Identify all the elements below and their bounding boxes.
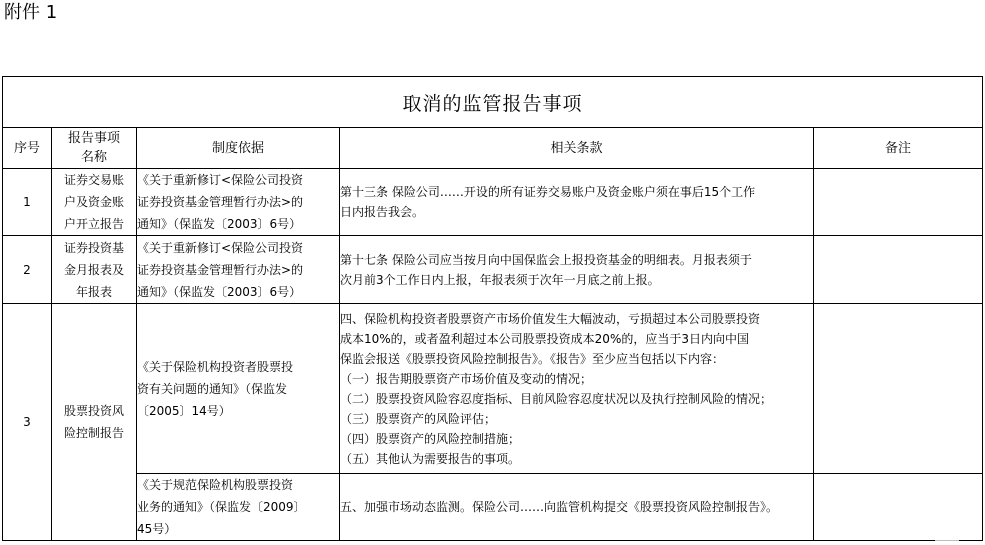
row-item-line: 证券投资基 [63, 240, 124, 255]
row-item-line: 股票投资风 [63, 404, 124, 418]
row-clause-line: （二）股票投资风险容忍度指标、目前风险容忍度状况以及执行控制风险的情况； [340, 391, 773, 406]
row-item-line: 户开立报告 [63, 217, 124, 231]
row-seq: 1 [3, 169, 52, 236]
row-basis-line: 《关于重新修订<保险公司投资 [137, 240, 304, 255]
row-remark [814, 236, 983, 304]
row-clause-line: 五、加强市场动态监测。保险公司……向监管机构提交《股票投资风险控制报告》。 [340, 500, 779, 514]
row-clause-line: 成本10%的，或者盈利超过本公司股票投资成本20%的，应当于3日内向中国 [340, 331, 749, 346]
row-item-line: 险控制报告 [63, 426, 124, 440]
row-basis-line: 通知》（保监发〔2003〕6号） [137, 217, 302, 231]
row-item [52, 304, 137, 541]
row-remark [814, 169, 983, 236]
row-basis-line: 《关于规范保险机构股票投资 [137, 478, 294, 492]
row-basis [137, 474, 340, 541]
row-basis-line: 证券投资基金管理暂行办法>的 [137, 262, 304, 277]
page-edge-divider [935, 540, 959, 541]
header-clause: 相关条款 [340, 128, 814, 169]
cancelled-reports-table [2, 76, 983, 541]
table-title: 取消的监管报告事项 [3, 77, 983, 128]
row-clause-line: （三）股票资产的风险评估； [340, 411, 497, 426]
table-row [3, 236, 983, 304]
table-row [3, 304, 983, 474]
row-clause-line: 日内报告我会。 [340, 205, 425, 219]
row-item-line: 金月报表及 [63, 262, 124, 277]
row-seq: 3 [3, 304, 52, 541]
row-seq: 2 [3, 236, 52, 304]
row-basis-line: 45号） [137, 522, 177, 536]
row-clause-line: （五）其他认为需要报告的事项。 [340, 451, 521, 466]
row-clause-line: 保监会报送《股票投资风险控制报告》。《报告》至少应当包括以下内容： [340, 351, 725, 366]
row-basis [137, 236, 340, 304]
row-clause-line: 第十七条 保险公司应当按月向中国保监会上报投资基金的明细表。月报表须于 [340, 252, 752, 267]
row-remark [814, 304, 983, 474]
row-clause [340, 236, 814, 304]
row-item-line: 年报表 [75, 284, 112, 299]
row-clause-line: （一）报告期股票资产市场价值及变动的情况； [340, 371, 593, 386]
row-clause-line: 第十三条 保险公司……开设的所有证券交易账户及资金账户须在事后15个工作 [340, 185, 756, 199]
table-row [3, 474, 983, 541]
row-clause [340, 169, 814, 236]
row-basis [137, 304, 340, 474]
row-basis-line: 业务的通知》（保监发〔2009〕 [137, 500, 306, 514]
row-clause-line: 次月前3个工作日内上报，年报表须于次年一月底之前上报。 [340, 272, 660, 287]
row-basis-line: 通知》（保监发〔2003〕6号） [137, 284, 302, 299]
row-item-line: 户及资金账 [63, 195, 124, 209]
header-remark: 备注 [814, 128, 983, 169]
row-remark [814, 474, 983, 541]
header-basis: 制度依据 [137, 128, 340, 169]
row-basis-line: 证券投资基金管理暂行办法>的 [137, 195, 304, 209]
row-clause-line: 四、保险机构投资者股票资产市场价值发生大幅波动，亏损超过本公司股票投资 [340, 311, 761, 326]
header-item-line2: 名称 [80, 150, 107, 165]
row-clause [340, 304, 814, 474]
row-clause-line: （四）股票资产的风险控制措施； [340, 431, 521, 446]
row-item-line: 证券交易账 [63, 173, 124, 187]
row-item [52, 236, 137, 304]
annex-label: 附件 1 [4, 2, 58, 23]
table-row [3, 169, 983, 236]
table-header-row [3, 128, 983, 169]
row-basis-line: 《关于重新修订<保险公司投资 [137, 173, 304, 187]
row-basis-line: 资有关问题的通知》（保监发 [137, 381, 288, 396]
header-seq: 序号 [3, 128, 52, 169]
row-basis [137, 169, 340, 236]
row-item [52, 169, 137, 236]
row-basis-line: 《关于保险机构投资者股票投 [137, 359, 294, 374]
header-item [52, 128, 137, 169]
row-basis-line: 〔2005〕14号） [137, 403, 231, 418]
row-clause [340, 474, 814, 541]
header-item-line1: 报告事项 [67, 131, 120, 146]
